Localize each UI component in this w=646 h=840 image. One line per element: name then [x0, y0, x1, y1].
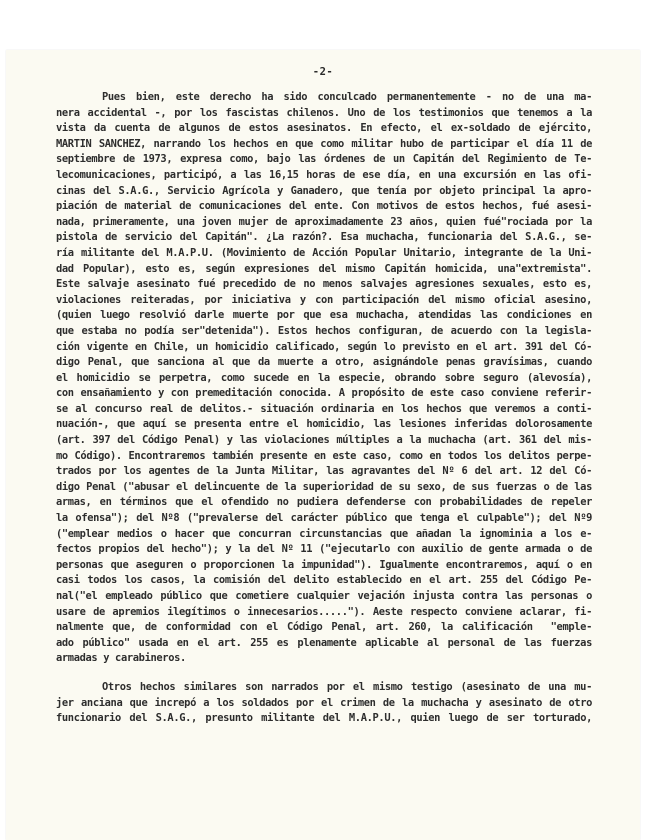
paragraph-1	[56, 90, 592, 667]
text-line: ción vigente en Chile, un homicidio calificado, según lo previsto en el art. 391 del Có-	[56, 340, 592, 353]
page-number: -2-	[312, 66, 334, 78]
paragraph-2	[56, 680, 592, 727]
text-line: vista da cuenta de algunos de estos asesinatos. En efecto, el ex-soldado de ejército,	[56, 122, 592, 135]
text-line: mo Código). Encontraremos también presente en este caso, como en todos los delitos perpe-	[56, 449, 592, 462]
text-line: con ensañamiento y con premeditación conocida. A propósito de este caso conviene referir-	[56, 387, 592, 400]
text-line: septiembre de 1973, expresa como, bajo las órdenes de un Capitán del Regimiento de Te-	[56, 153, 592, 166]
text-line: cinas del S.A.G., Servicio Agrícola y Ganadero, que tenía por objeto principal la apro-	[56, 184, 592, 197]
text-line: ("emplear medios o hacer que concurran circunstancias que añadan la ignominia a los e-	[56, 527, 592, 540]
text-line: (art. 397 del Código Penal) y las violaciones múltiples a la muchacha (art. 361 del mis-	[56, 434, 592, 447]
text-line: nuación-, que aquí se presenta entre el homicidio, las lesiones inferidas dolorosamente	[56, 418, 592, 431]
text-line: nal("el empleado público que cometiere cualquier vejación injusta contra las personas o	[56, 590, 592, 602]
text-line: nada, primeramente, una joven mujer de aproximadamente 23 años, quien fué"rociada por la	[56, 215, 592, 228]
text-line: casi todos los casos, la comisión del delito establecido en el art. 255 del Código Pe-	[56, 574, 592, 587]
text-line: personas que aseguren o proporcionen la impunidad"). Igualmente encontraremos, aquí o en	[56, 558, 592, 571]
document-body	[56, 90, 592, 727]
text-line: fectos propios del hecho"); y la del Nº 11 ("ejecutarlo con auxilio de gente armada o de	[56, 543, 592, 556]
text-line: digo Penal, que sanciona al que da muerte a otro, asignándole penas gravísimas, cuando	[56, 356, 592, 369]
text-line: funcionario del S.A.G., presunto militante del M.A.P.U., quien luego de ser torturado,	[56, 712, 592, 725]
text-line: se al concurso real de delitos.- situación ordinaria en los hechos que veremos a conti-	[56, 402, 592, 415]
text-line: ría militante del M.A.P.U. (Movimiento de Acción Popular Unitario, integrante de la Uni-	[56, 246, 592, 259]
text-line: que estaba no podía ser"detenida"). Estos hechos configuran, de acuerdo con la legisla-	[56, 324, 592, 337]
text-line: MARTIN SANCHEZ, narrando los hechos en que como militar hubo de participar el día 11 de	[56, 137, 592, 150]
text-line: digo Penal ("abusar el delincuente de la superioridad de su sexo, de sus fuerzas o de las	[56, 480, 592, 493]
text-line: violaciones reiteradas, por iniciativa y con participación del mismo oficial asesino,	[56, 293, 592, 306]
text-line: nera accidental -, por los fascistas chilenos. Uno de los testimonios que tenemos a la	[56, 106, 592, 119]
text-line: usare de apremios ilegítimos o innecesarios....."). Aeste respecto conviene aclarar, fi-	[56, 605, 592, 618]
text-line: Otros hechos similares son narrados por el mismo testigo (asesinato de una mu-	[102, 680, 592, 693]
text-line: armadas y carabineros.	[56, 652, 186, 665]
text-line: lecomunicaciones, participó, a las 16,15 horas de ese día, en una excursión en las ofi-	[56, 168, 592, 181]
text-line: Pues bien, este derecho ha sido conculcado permanentemente - no de una ma-	[102, 91, 592, 103]
text-line: (quien luego resolvió darle muerte por que esa muchacha, atendidas las condiciones en	[56, 309, 592, 322]
paragraph-spacer	[56, 667, 592, 680]
text-line: nalmente que, de conformidad con el Código Penal, art. 260, la calificación "emple-	[56, 621, 592, 634]
text-line: armas, en términos que el ofendido no pudiera defenderse con probabilidades de repeler	[56, 496, 592, 509]
text-line: jer anciana que increpó a los soldados por el crimen de la muchacha y asesinato de otro	[56, 696, 592, 709]
text-line: pistola de servicio del Capitán". ¿La razón?. Esa muchacha, funcionaria del S.A.G., se-	[56, 231, 592, 244]
text-line: Este salvaje asesinato fué precedido de no menos salvajes agresiones sexuales, esto es,	[56, 278, 592, 291]
text-line: piación de material de comunicaciones del ente. Con motivos de estos hechos, fué asesi-	[56, 200, 592, 213]
text-line: la ofensa"); del Nº8 ("prevalerse del carácter público que tenga el culpable"); del Nº9	[56, 512, 592, 525]
text-line: ado público" usada en el art. 255 es plenamente aplicable al personal de las fuerzas	[56, 636, 592, 649]
text-line: trados por los agentes de la Junta Militar, las agravantes del Nº 6 del art. 12 del Có-	[56, 465, 592, 478]
text-line: dad Popular), esto es, según expresiones del mismo Capitán homicida, una"extremista".	[56, 262, 592, 275]
text-line: el homicidio se perpetra, como sucede en la especie, obrando sobre seguro (alevosía),	[56, 371, 592, 384]
